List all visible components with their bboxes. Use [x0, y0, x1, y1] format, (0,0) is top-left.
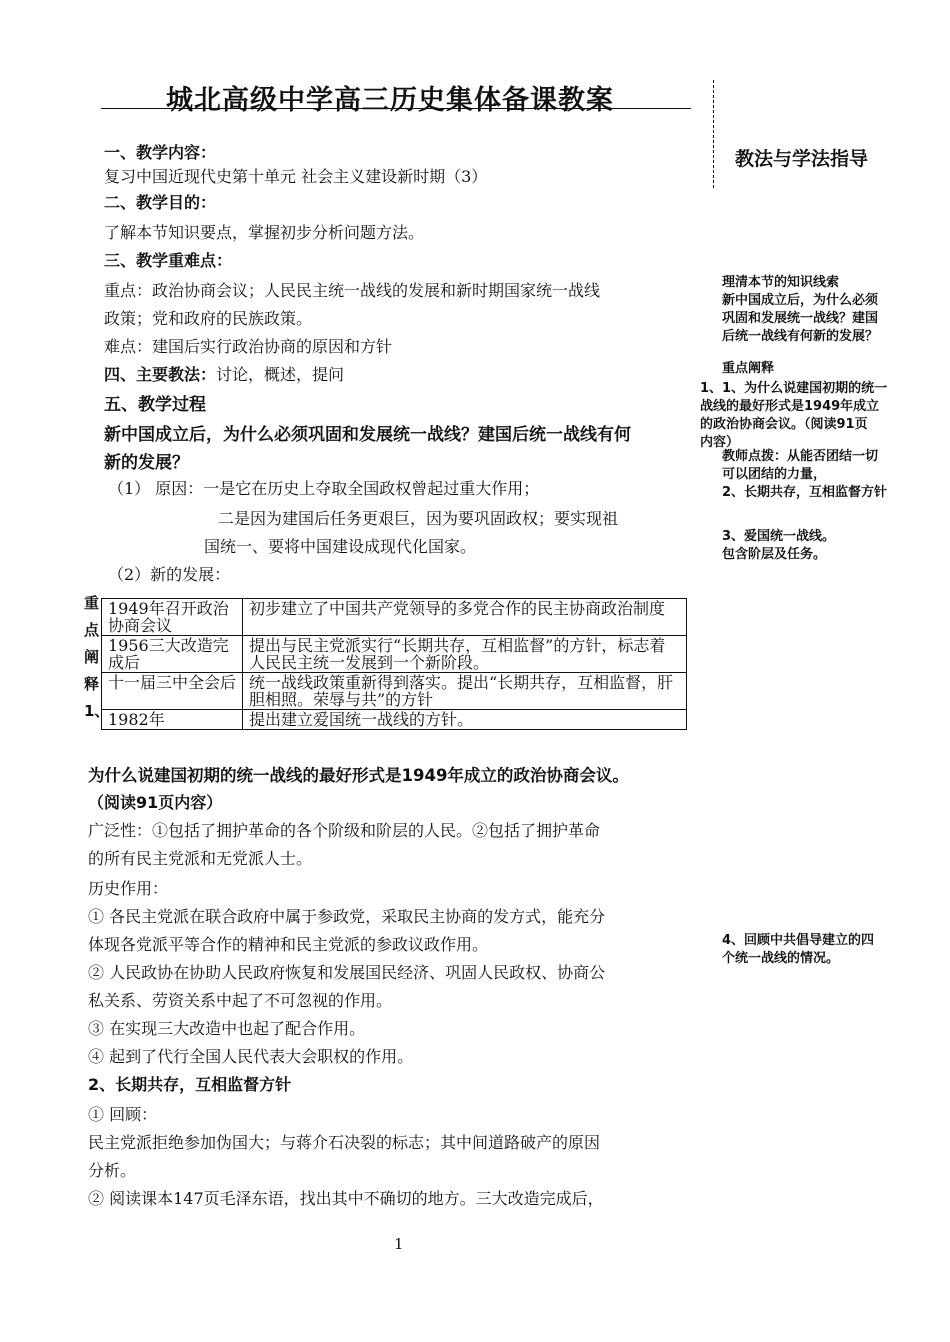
- section1-heading: 一、教学内容：: [104, 143, 217, 162]
- body-heading-1: 为什么说建国初期的统一战线的最好形式是1949年成立的政治协商会议。: [88, 766, 629, 785]
- body-line: 的所有民主党派和无党派人士。: [88, 849, 313, 868]
- title-underline: [101, 108, 691, 109]
- sidebar-note-2-heading: [722, 360, 932, 378]
- section5-heading: 五、教学过程: [104, 395, 206, 415]
- sidebar-note-2: [700, 380, 930, 452]
- sidebar-line: 巩固和发展统一战线？建国: [722, 311, 879, 326]
- section2-text: 了解本节知识要点，掌握初步分析问题方法。: [104, 223, 425, 242]
- section3-text-3: 难点：建国后实行政治协商的原因和方针: [104, 337, 393, 356]
- body-heading-1-note: （阅读91页内容）: [88, 793, 223, 812]
- sidebar-line: 3、爱国统一战线。: [722, 529, 836, 544]
- sidebar-line: 包含阶层及任务。: [722, 547, 827, 562]
- body-line: 分析。: [88, 1161, 137, 1180]
- page-number: 1: [394, 1235, 404, 1253]
- table-cell-period: 1982年: [102, 710, 243, 730]
- table-cell-period: 1956三大改造完成后: [102, 636, 243, 673]
- sidebar-line: 可以团结的力量，: [722, 467, 827, 482]
- sidebar-heading: 教法与学法指导: [735, 148, 869, 170]
- table-cell-period: 1949年召开政治协商会议: [102, 599, 243, 636]
- section4-line: [104, 362, 344, 385]
- section2-heading: 二、教学目的：: [104, 193, 217, 212]
- body-line: ① 各民主党派在联合政府中属于参政党，采取民主协商的发方式，能充分: [88, 907, 606, 926]
- section4-text: 讨论，概述，提问: [216, 365, 345, 384]
- body-line: ④ 起到了代行全国人民代表大会职权的作用。: [88, 1047, 414, 1066]
- body-line: ③ 在实现三大改造中也起了配合作用。: [88, 1019, 366, 1038]
- column-divider: [713, 80, 714, 188]
- sidebar-line: 后统一战线有何新的发展？: [722, 329, 879, 344]
- sidebar-note-3: [722, 448, 932, 502]
- table-cell-period: 十一届三中全会后: [102, 673, 243, 710]
- development-table: [101, 598, 687, 730]
- body-line: 体现各党派平等合作的精神和民主党派的参政议政作用。: [88, 935, 489, 954]
- table-row: [102, 710, 687, 730]
- body-line: 广泛性：①包括了拥护革命的各个阶级和阶层的人民。②包括了拥护革命: [88, 821, 601, 840]
- section3-heading: 三、教学重难点：: [104, 251, 233, 270]
- body-line: ② 阅读课本147页毛泽东语，找出其中不确切的地方。三大改造完成后，: [88, 1189, 604, 1208]
- vertical-label: 重点阐释1、: [84, 594, 110, 720]
- sidebar-line: 新中国成立后，为什么必须: [722, 293, 879, 308]
- body-line: ② 人民政协在协助人民政府恢复和发展国民经济、巩固人民政权、协商公: [88, 963, 606, 982]
- section3-text-2: 政策；党和政府的民族政策。: [104, 309, 313, 328]
- section3-text-1: 重点：政治协商会议；人民民主统一战线的发展和新时期国家统一战线: [104, 281, 601, 300]
- table-cell-detail: 提出与民主党派实行“长期共存，互相监督”的方针，标志着人民民主统一发展到一个新阶段。: [243, 636, 687, 673]
- body-line: 民主党派拒绝参加伪国大；与蒋介石决裂的标志；其中间道路破产的原因: [88, 1133, 601, 1152]
- page-title: 城北高级中学高三历史集体备课教案: [166, 85, 614, 116]
- table-row: [102, 673, 687, 710]
- question-line-2: 新的发展？: [104, 453, 189, 473]
- sidebar-note-5: [722, 932, 932, 968]
- table-row: [102, 599, 687, 636]
- sidebar-line: 1、1、为什么说建国初期的统一: [700, 381, 888, 396]
- reason-line-2: 二是因为建国后任务更艰巨，因为要巩固政权；要实现祖: [218, 509, 619, 528]
- sidebar-line: 理清本节的知识线索: [722, 275, 840, 290]
- body-line: 私关系、劳资关系中起了不可忽视的作用。: [88, 991, 393, 1010]
- sidebar-note-1: [722, 274, 932, 346]
- sidebar-line: 2、长期共存，互相监督方针: [722, 485, 888, 500]
- sidebar-line: 战线的最好形式是1949年成立: [700, 399, 880, 414]
- table-cell-detail: 统一战线政策重新得到落实。提出“长期共存，互相监督，肝胆相照。荣辱与共”的方针: [243, 673, 687, 710]
- body-line: 历史作用：: [88, 879, 169, 898]
- sidebar-note-4: [722, 528, 932, 564]
- development-heading: （2）新的发展：: [108, 565, 231, 584]
- table-cell-detail: 初步建立了中国共产党领导的多党合作的民主协商政治制度: [243, 599, 687, 636]
- sidebar-line: 内容）: [700, 435, 740, 450]
- reason-line-1: （1） 原因：一是它在历史上夺取全国政权曾起过重大作用；: [108, 479, 540, 498]
- sidebar-line: 个统一战线的情况。: [722, 951, 840, 966]
- sidebar-line: 重点阐释: [722, 361, 775, 376]
- reason-line-3: 国统一、要将中国建设成现代化国家。: [204, 537, 477, 556]
- sidebar-line: 的政治协商会议。（阅读91页: [700, 417, 868, 432]
- body-line: ① 回顾：: [88, 1105, 158, 1124]
- body-heading-2: 2、长期共存，互相监督方针: [88, 1075, 292, 1094]
- table-cell-detail: 提出建立爱国统一战线的方针。: [243, 710, 687, 730]
- question-line-1: 新中国成立后，为什么必须巩固和发展统一战线？建国后统一战线有何: [104, 425, 631, 445]
- section1-text: 复习中国近现代史第十单元 社会主义建设新时期（3）: [104, 167, 488, 186]
- sidebar-line: 教师点拨：从能否团结一切: [722, 449, 879, 464]
- table-row: [102, 636, 687, 673]
- section4-heading: 四、主要教法：: [104, 365, 217, 384]
- sidebar-line: 4、回顾中共倡导建立的四: [722, 933, 875, 948]
